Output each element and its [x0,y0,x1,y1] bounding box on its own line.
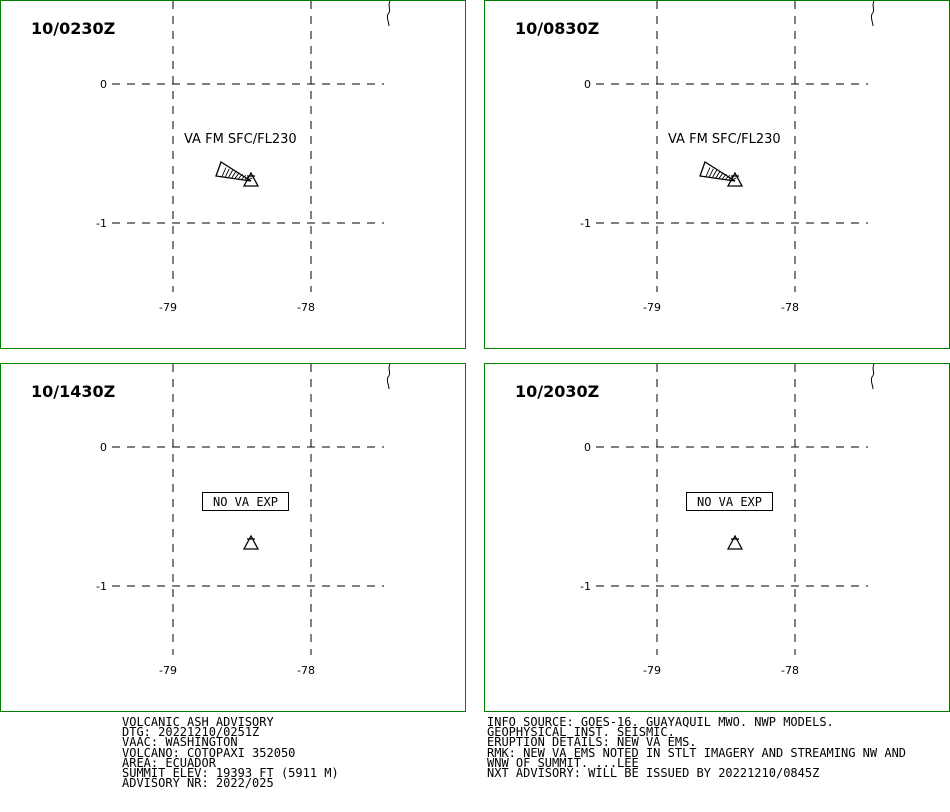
map-panel-p3 [1,364,466,712]
lat-tick-label: -1 [96,217,107,230]
panel-time-label: 10/1430Z [31,382,116,401]
lon-tick-label: -79 [159,301,177,314]
advisory-remark-line: GEOPHYSICAL INST. SEISMIC. [487,725,675,740]
no-ash-expected-box [203,493,289,511]
lon-tick-label: -79 [643,301,661,314]
advisory-header-block [122,715,462,791]
panel-border [1,1,466,349]
advisory-remarks-block [487,717,947,778]
advisory-remark-line: ERUPTION DETAILS: NEW VA EMS. [487,735,697,750]
lat-tick-label: 0 [584,441,591,454]
advisory-remark-line: NXT ADVISORY: WILL BE ISSUED BY 20221210/0845Z [487,765,820,780]
lat-tick-label: -1 [96,580,107,593]
advisory-header-line: SUMMIT ELEV: 19393 FT (5911 M) [122,765,339,780]
panel-border [485,1,950,349]
lat-tick-label: 0 [100,441,107,454]
lat-tick-label: -1 [580,217,591,230]
no-ash-expected-box [687,493,773,511]
lat-tick-label: 0 [584,78,591,91]
lon-tick-label: -78 [781,664,799,677]
advisory-remark-line: INFO SOURCE: GOES-16. GUAYAQUIL MWO. NWP MODELS. [487,715,834,729]
no-ash-label: NO VA EXP [212,495,279,509]
advisory-remark-line: WNW OF SUMMIT. ...LEE [487,755,639,770]
lon-tick-label: -79 [159,664,177,677]
map-panel-p4 [485,364,950,712]
advisory-header-line: VOLCANIC ASH ADVISORY [122,715,274,729]
panel-border [1,364,466,712]
panel-time-label: 10/2030Z [515,382,600,401]
lon-tick-label: -78 [781,301,799,314]
advisory-header-line: VAAC: WASHINGTON [122,735,238,750]
no-ash-label: NO VA EXP [696,495,763,509]
lat-tick-label: 0 [100,78,107,91]
lon-tick-label: -78 [297,664,315,677]
panel-border [485,364,950,712]
map-panel-p1 [1,1,466,349]
ash-height-label: VA FM SFC/FL230 [668,132,781,147]
advisory-header-line: DTG: 20221210/0251Z [122,725,260,740]
advisory-header-line: AREA: ECUADOR [122,755,216,770]
ash-height-label: VA FM SFC/FL230 [184,132,297,147]
advisory-header-line: VOLCANO: COTOPAXI 352050 [122,745,296,760]
panel-time-label: 10/0830Z [515,19,600,38]
lat-tick-label: -1 [580,580,591,593]
advisory-remark-line: RMK: NEW VA EMS NOTED IN STLT IMAGERY AND STREAMING NW AND [487,745,907,760]
advisory-header-line: ADVISORY NR: 2022/025 [122,776,274,791]
panel-time-label: 10/0230Z [31,19,116,38]
map-panel-p2 [485,1,950,349]
lon-tick-label: -79 [643,664,661,677]
lon-tick-label: -78 [297,301,315,314]
